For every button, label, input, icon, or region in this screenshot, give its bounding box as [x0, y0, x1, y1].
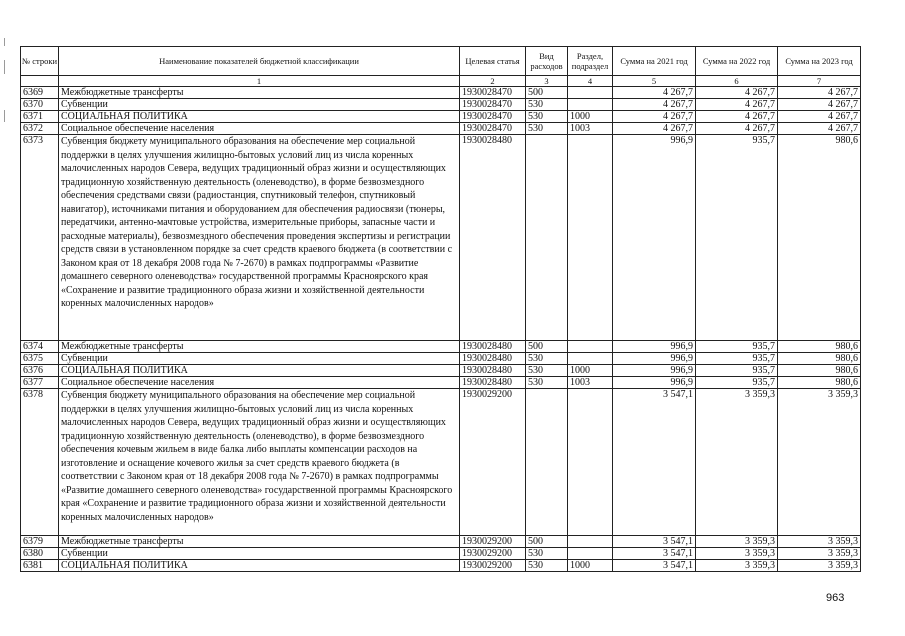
row-number: 6376	[21, 365, 59, 377]
row-sum-2022: 3 359,3	[696, 560, 778, 572]
table-row	[21, 377, 861, 389]
row-expense-type: 530	[526, 365, 568, 377]
row-expense-type: 530	[526, 123, 568, 135]
row-target-code: 1930028470	[460, 99, 526, 111]
budget-table	[20, 46, 861, 572]
row-sum-2022: 4 267,7	[696, 123, 778, 135]
row-sum-2021: 4 267,7	[613, 123, 696, 135]
row-sum-2021: 3 547,1	[613, 536, 696, 548]
table-row	[21, 123, 861, 135]
row-section	[568, 389, 613, 536]
row-section: 1000	[568, 365, 613, 377]
row-number: 6378	[21, 389, 59, 536]
row-expense-type	[526, 389, 568, 536]
row-sum-2022: 935,7	[696, 365, 778, 377]
column-number: 1	[59, 76, 460, 87]
row-number: 6377	[21, 377, 59, 389]
row-target-code: 1930028470	[460, 87, 526, 99]
row-expense-type: 530	[526, 99, 568, 111]
row-sum-2021: 4 267,7	[613, 99, 696, 111]
row-name: Социальное обеспечение населения	[59, 377, 460, 389]
row-sum-2022: 935,7	[696, 377, 778, 389]
scan-edge-mark	[4, 38, 5, 46]
table-row	[21, 536, 861, 548]
table-row	[21, 353, 861, 365]
row-target-code: 1930028480	[460, 365, 526, 377]
row-target-code: 1930029200	[460, 560, 526, 572]
column-number	[21, 76, 59, 87]
row-target-code: 1930028480	[460, 353, 526, 365]
row-sum-2023: 980,6	[778, 341, 861, 353]
row-number: 6381	[21, 560, 59, 572]
table-row	[21, 560, 861, 572]
row-target-code: 1930029200	[460, 389, 526, 536]
row-target-code: 1930028480	[460, 341, 526, 353]
row-sum-2021: 996,9	[613, 341, 696, 353]
row-sum-2021: 4 267,7	[613, 87, 696, 99]
row-section	[568, 135, 613, 341]
row-sum-2022: 3 359,3	[696, 548, 778, 560]
row-name: Социальное обеспечение населения	[59, 123, 460, 135]
row-name: Межбюджетные трансферты	[59, 536, 460, 548]
row-sum-2023: 980,6	[778, 377, 861, 389]
row-section	[568, 353, 613, 365]
row-name: Субвенции	[59, 548, 460, 560]
row-section: 1003	[568, 377, 613, 389]
row-name: СОЦИАЛЬНАЯ ПОЛИТИКА	[59, 560, 460, 572]
row-section: 1000	[568, 111, 613, 123]
row-target-code: 1930028480	[460, 377, 526, 389]
column-number: 2	[460, 76, 526, 87]
row-sum-2023: 3 359,3	[778, 560, 861, 572]
row-section: 1003	[568, 123, 613, 135]
row-number: 6379	[21, 536, 59, 548]
row-number: 6372	[21, 123, 59, 135]
row-expense-type	[526, 135, 568, 341]
row-number: 6375	[21, 353, 59, 365]
row-sum-2023: 3 359,3	[778, 389, 861, 536]
row-sum-2022: 935,7	[696, 135, 778, 341]
row-target-code: 1930028470	[460, 111, 526, 123]
table-row	[21, 99, 861, 111]
row-expense-type: 530	[526, 111, 568, 123]
row-expense-type: 500	[526, 87, 568, 99]
row-target-code: 1930028470	[460, 123, 526, 135]
row-sum-2023: 4 267,7	[778, 111, 861, 123]
row-section	[568, 536, 613, 548]
row-expense-type: 500	[526, 341, 568, 353]
table-row	[21, 365, 861, 377]
header-kvr: Вид расходов	[526, 47, 568, 76]
row-name: Субвенции	[59, 353, 460, 365]
row-number: 6370	[21, 99, 59, 111]
row-sum-2022: 4 267,7	[696, 87, 778, 99]
row-expense-type: 500	[526, 536, 568, 548]
row-sum-2023: 3 359,3	[778, 536, 861, 548]
column-number: 6	[696, 76, 778, 87]
row-section: 1000	[568, 560, 613, 572]
row-sum-2023: 4 267,7	[778, 99, 861, 111]
row-target-code: 1930028480	[460, 135, 526, 341]
row-target-code: 1930029200	[460, 536, 526, 548]
table-row	[21, 111, 861, 123]
page-number: 963	[826, 592, 845, 604]
table-row	[21, 87, 861, 99]
row-name: Межбюджетные трансферты	[59, 341, 460, 353]
row-sum-2021: 3 547,1	[613, 560, 696, 572]
header-code: Целевая статья	[460, 47, 526, 76]
scan-edge-mark	[4, 60, 5, 74]
row-name: СОЦИАЛЬНАЯ ПОЛИТИКА	[59, 111, 460, 123]
row-sum-2022: 935,7	[696, 353, 778, 365]
row-sum-2022: 4 267,7	[696, 111, 778, 123]
row-sum-2021: 996,9	[613, 377, 696, 389]
row-name: Субвенция бюджету муниципального образования на обеспечение мер социальной поддержки в целях улучшения жилищно-бытовых условий лиц из числа коренных малочисленных народов Севера, ведущих традиционный образ жизни и осуществляющих традиционную хозяйственную деятельность (оленеводство), в форме безвозмездного обеспечения средствами связи (радиостанция, спутниковый телефон, спутниковый навигатор), источниками питания и оборудованием для обеспечения радиосвязи (тюнеры, передатчики, антенно-мачтовые устройства, измерительные приборы, запасные части и расходные материалы), безвозмездного обеспечения проведения экспертизы и регистрации средств связи в установленном порядке за счет средств краевого бюджета (в соответствии с Законом края от 18 декабря 2008 года № 7-2670) в рамках подпрограммы «Развитие домашнего северного оленеводства» государственной программы Красноярского края «Сохранение и развитие традиционного образа жизни и хозяйственной деятельности коренных малочисленных народов»	[59, 135, 460, 341]
table-row	[21, 548, 861, 560]
row-sum-2021: 996,9	[613, 353, 696, 365]
row-number: 6374	[21, 341, 59, 353]
column-numbers-row	[21, 76, 861, 87]
row-sum-2022: 935,7	[696, 341, 778, 353]
header-name: Наименование показателей бюджетной классификации	[59, 47, 460, 76]
row-section	[568, 341, 613, 353]
row-section	[568, 99, 613, 111]
row-sum-2023: 980,6	[778, 353, 861, 365]
row-target-code: 1930029200	[460, 548, 526, 560]
row-sum-2022: 4 267,7	[696, 99, 778, 111]
row-sum-2023: 4 267,7	[778, 87, 861, 99]
column-number: 5	[613, 76, 696, 87]
row-sum-2023: 980,6	[778, 365, 861, 377]
header-num: № строки	[21, 47, 59, 76]
row-name: Субвенции	[59, 99, 460, 111]
row-sum-2023: 980,6	[778, 135, 861, 341]
header-sum-2022: Сумма на 2022 год	[696, 47, 778, 76]
column-number: 7	[778, 76, 861, 87]
row-sum-2021: 4 267,7	[613, 111, 696, 123]
row-name: Субвенция бюджету муниципального образования на обеспечение мер социальной поддержки в целях улучшения жилищно-бытовых условий лиц из числа коренных малочисленных народов Севера, ведущих традиционный образ жизни и осуществляющих традиционную хозяйственную деятельность (оленеводство), в форме безвозмездного обеспечения кочевым жильем в виде балка либо выплаты компенсации расходов на изготовление и оснащение кочевого жилья за счет средств краевого бюджета (в соответствии с Законом края от 18 декабря 2008 года № 7-2670) в рамках подпрограммы «Развитие домашнего северного оленеводства» государственной программы Красноярского края «Сохранение и развитие традиционного образа жизни и хозяйственной деятельности коренных малочисленных народов»	[59, 389, 460, 536]
header-row	[21, 47, 861, 76]
row-expense-type: 530	[526, 548, 568, 560]
row-number: 6371	[21, 111, 59, 123]
column-number: 4	[568, 76, 613, 87]
row-expense-type: 530	[526, 377, 568, 389]
table-row	[21, 135, 861, 341]
row-sum-2023: 4 267,7	[778, 123, 861, 135]
row-number: 6373	[21, 135, 59, 341]
row-sum-2022: 3 359,3	[696, 536, 778, 548]
row-number: 6380	[21, 548, 59, 560]
table-row	[21, 341, 861, 353]
table-row	[21, 389, 861, 536]
row-sum-2021: 996,9	[613, 365, 696, 377]
header-section: Раздел, подраздел	[568, 47, 613, 76]
row-expense-type: 530	[526, 353, 568, 365]
row-sum-2021: 3 547,1	[613, 548, 696, 560]
row-sum-2022: 3 359,3	[696, 389, 778, 536]
row-number: 6369	[21, 87, 59, 99]
row-section	[568, 548, 613, 560]
scan-edge-mark	[4, 110, 5, 122]
row-name: СОЦИАЛЬНАЯ ПОЛИТИКА	[59, 365, 460, 377]
row-section	[568, 87, 613, 99]
row-name: Межбюджетные трансферты	[59, 87, 460, 99]
row-expense-type: 530	[526, 560, 568, 572]
row-sum-2023: 3 359,3	[778, 548, 861, 560]
header-sum-2023: Сумма на 2023 год	[778, 47, 861, 76]
row-sum-2021: 3 547,1	[613, 389, 696, 536]
column-number: 3	[526, 76, 568, 87]
row-sum-2021: 996,9	[613, 135, 696, 341]
header-sum-2021: Сумма на 2021 год	[613, 47, 696, 76]
